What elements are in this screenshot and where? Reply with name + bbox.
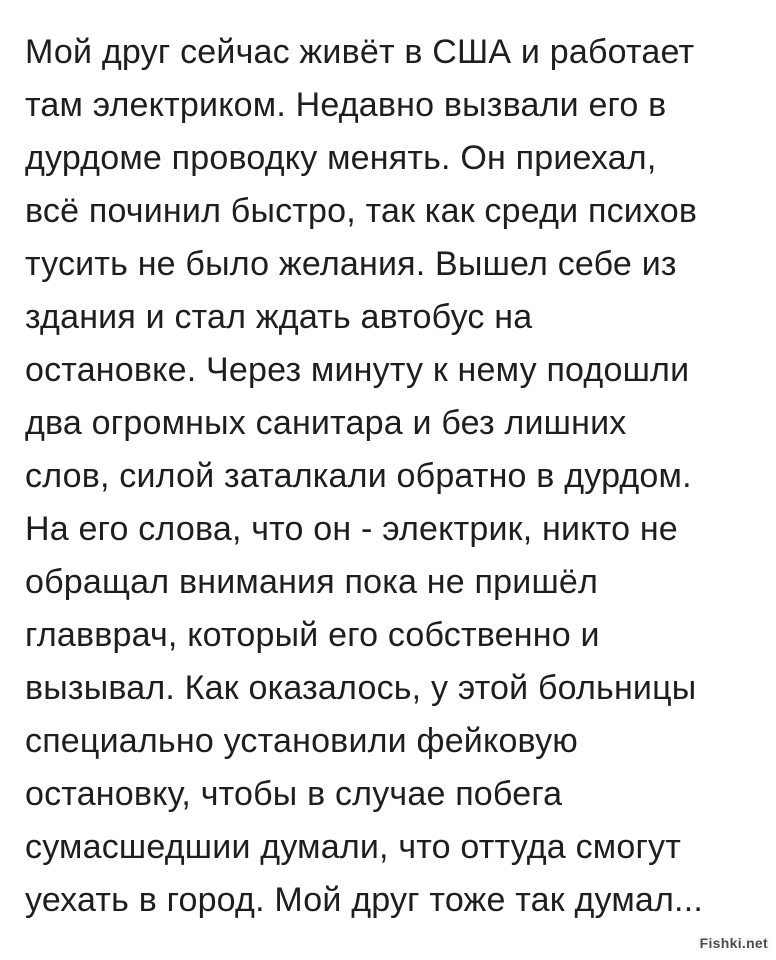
text-line: уехать в город. Мой друг тоже так думал... <box>25 881 703 919</box>
text-line: главврач, который его собственно и <box>25 616 600 654</box>
text-line: Мой друг сейчас живёт в США и работает <box>25 33 695 71</box>
text-line: всё починил быстро, так как среди психов <box>25 192 698 230</box>
text-line: дурдоме проводку менять. Он приехал, <box>25 139 657 177</box>
text-line: остановке. Через минуту к нему подошли <box>25 351 690 389</box>
text-line: На его слова, что он - электрик, никто не <box>25 510 678 548</box>
text-line: сумасшедшии думали, что оттуда смогут <box>25 828 682 866</box>
story-text <box>25 26 766 927</box>
text-line: два огромных санитара и без лишних <box>25 404 627 442</box>
text-line: слов, силой заталкали обратно в дурдом. <box>25 457 692 495</box>
text-line: там электриком. Недавно вызвали его в <box>25 86 667 124</box>
text-line: остановку, чтобы в случае побега <box>25 775 563 813</box>
text-line: тусить не было желания. Вышел себе из <box>25 245 677 283</box>
text-line: вызывал. Как оказалось, у этой больницы <box>25 669 697 707</box>
watermark-fishki: Fishki.net <box>699 935 768 951</box>
text-line: специально установили фейковую <box>25 722 578 760</box>
text-line: здания и стал ждать автобус на <box>25 298 533 336</box>
text-line: обращал внимания пока не пришёл <box>25 563 599 601</box>
